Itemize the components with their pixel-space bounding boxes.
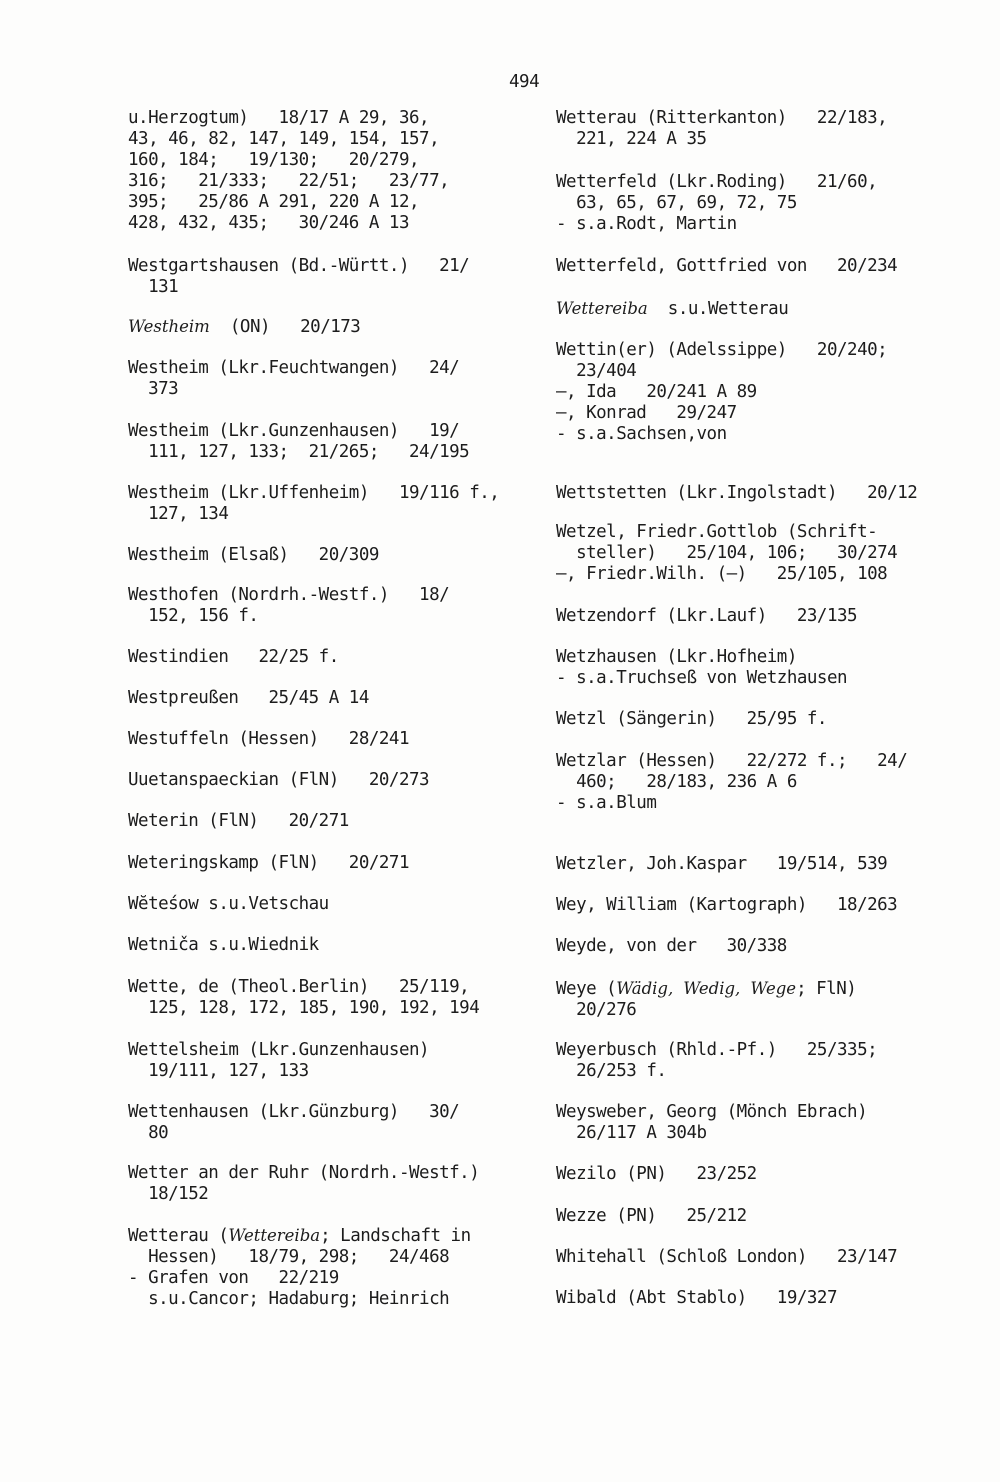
index-entry-line: Westpreußen 25/45 A 14 — [128, 688, 369, 708]
index-entry-line: Wetzendorf (Lkr.Lauf) 23/135 — [556, 606, 858, 626]
index-entry-line: Westhofen (Nordrh.-Westf.) 18/ — [128, 585, 450, 605]
index-entry-line: —, Konrad 29/247 — [556, 403, 737, 423]
index-entry — [556, 647, 847, 689]
index-entry — [128, 977, 479, 1019]
index-entry-line: 43, 46, 82, 147, 149, 154, 157, — [128, 129, 440, 149]
index-entry — [128, 358, 459, 400]
index-entry-line: 131 — [128, 277, 179, 297]
index-entry — [128, 729, 409, 750]
index-entry-line: 26/117 A 304b — [556, 1123, 707, 1143]
index-entry-line: Weterin (FlN) 20/271 — [128, 811, 349, 831]
index-entry-line: Weye (Wädig, Wedig, Wege; FlN) — [556, 979, 857, 999]
index-entry — [128, 811, 349, 832]
index-entry — [556, 978, 856, 1021]
index-entry-line: - s.a.Sachsen,von — [556, 424, 727, 444]
index-entry-line: - s.a.Rodt, Martin — [556, 214, 737, 234]
index-entry-line: 23/404 — [556, 361, 637, 381]
index-entry-line: Wetterau (Wettereiba; Landschaft in — [128, 1226, 471, 1246]
page-number: 494 — [509, 72, 540, 92]
index-entry — [128, 935, 319, 956]
index-entry-line: 19/111, 127, 133 — [128, 1061, 309, 1081]
index-entry-line: Uuetanspaeckian (FlN) 20/273 — [128, 770, 430, 790]
index-entry-line: Wetniča s.u.Wiednik — [128, 935, 319, 955]
index-entry — [556, 256, 897, 277]
index-entry — [128, 316, 360, 338]
index-entry-line: Wetterfeld (Lkr.Roding) 21/60, — [556, 172, 878, 192]
index-entry-line: 428, 432, 435; 30/246 A 13 — [128, 213, 410, 233]
index-entry-line: 20/276 — [556, 1000, 637, 1020]
index-entry — [128, 1102, 459, 1144]
index-entry — [128, 585, 449, 627]
index-entry-line: Whitehall (Schloß London) 23/147 — [556, 1247, 898, 1267]
index-entry — [128, 256, 469, 298]
index-entry — [556, 108, 887, 150]
index-entry-line: Westheim (Lkr.Gunzenhausen) 19/ — [128, 421, 460, 441]
index-entry-line: 160, 184; 19/130; 20/279, — [128, 150, 420, 170]
index-entry-line: Wibald (Abt Stablo) 19/327 — [556, 1288, 838, 1308]
index-entry-line: Wetterfeld, Gottfried von 20/234 — [556, 256, 898, 276]
index-entry-line: 26/253 f. — [556, 1061, 667, 1081]
index-entry-line: 152, 156 f. — [128, 606, 259, 626]
index-entry-line: Wetzhausen (Lkr.Hofheim) — [556, 647, 797, 667]
index-entry-line: Wey, William (Kartograph) 18/263 — [556, 895, 898, 915]
index-entry-line: s.u.Cancor; Hadaburg; Heinrich — [128, 1289, 450, 1309]
index-entry — [556, 340, 887, 445]
index-entry-line: 111, 127, 133; 21/265; 24/195 — [128, 442, 470, 462]
index-entry-line: Wezze (PN) 25/212 — [556, 1206, 747, 1226]
index-entry-line: —, Friedr.Wilh. (—) 25/105, 108 — [556, 564, 888, 584]
index-entry-line: Wette, de (Theol.Berlin) 25/119, — [128, 977, 470, 997]
index-entry — [128, 421, 469, 463]
index-entry — [128, 1163, 479, 1205]
index-entry-line: —, Ida 20/241 A 89 — [556, 382, 757, 402]
index-entry-line: Wettelsheim (Lkr.Gunzenhausen) — [128, 1040, 430, 1060]
index-entry — [556, 1164, 757, 1185]
index-entry — [128, 108, 449, 234]
index-entry — [556, 1247, 897, 1268]
index-entry-line: Weteringskamp (FlN) 20/271 — [128, 853, 410, 873]
index-entry — [128, 545, 379, 566]
index-entry — [128, 483, 499, 525]
index-entry-line: - s.a.Blum — [556, 793, 657, 813]
index-entry-line: 80 — [128, 1123, 169, 1143]
index-entry-line: 221, 224 A 35 — [556, 129, 707, 149]
index-entry-line: Westuffeln (Hessen) 28/241 — [128, 729, 410, 749]
index-entry-line: 316; 21/333; 22/51; 23/77, — [128, 171, 450, 191]
index-entry-line: Hessen) 18/79, 298; 24/468 — [128, 1247, 450, 1267]
index-entry-line: Wezilo (PN) 23/252 — [556, 1164, 757, 1184]
index-entry-line: 460; 28/183, 236 A 6 — [556, 772, 797, 792]
index-entry-line: 18/152 — [128, 1184, 209, 1204]
index-entry — [128, 770, 429, 791]
index-entry — [128, 1040, 429, 1082]
index-entry-line: Wetter an der Ruhr (Nordrh.-Westf.) — [128, 1163, 480, 1183]
index-entry-line: Wettstetten (Lkr.Ingolstadt) 20/12 — [556, 483, 918, 503]
index-entry-line: Wettin(er) (Adelssippe) 20/240; — [556, 340, 888, 360]
index-entry-line: 373 — [128, 379, 179, 399]
index-entry — [556, 522, 897, 585]
index-entry-line: Wetzlar (Hessen) 22/272 f.; 24/ — [556, 751, 908, 771]
index-entry-line: Westheim (ON) 20/173 — [128, 317, 361, 337]
index-entry — [556, 936, 787, 957]
index-entry-line: Wetterau (Ritterkanton) 22/183, — [556, 108, 888, 128]
index-entry-line: Wetzel, Friedr.Gottlob (Schrift- — [556, 522, 878, 542]
index-entry — [556, 854, 887, 875]
index-entry — [128, 688, 369, 709]
index-entry-line: - s.a.Truchseß von Wetzhausen — [556, 668, 848, 688]
index-entry-line: 125, 128, 172, 185, 190, 192, 194 — [128, 998, 480, 1018]
index-entry — [128, 1225, 471, 1310]
index-entry-line: 63, 65, 67, 69, 72, 75 — [556, 193, 797, 213]
index-entry — [556, 1206, 747, 1227]
index-entry-line: 127, 134 — [128, 504, 229, 524]
index-entry — [556, 1040, 877, 1082]
index-entry-line: Westheim (Elsaß) 20/309 — [128, 545, 379, 565]
index-entry-line: Wĕteśow s.u.Vetschau — [128, 894, 329, 914]
index-entry-line: Wettenhausen (Lkr.Günzburg) 30/ — [128, 1102, 460, 1122]
index-entry — [556, 606, 857, 627]
index-entry — [556, 1102, 867, 1144]
index-entry — [128, 894, 329, 915]
index-entry-line: Wettereiba s.u.Wetterau — [556, 299, 789, 319]
index-entry — [128, 647, 339, 668]
index-entry-line: Weyde, von der 30/338 — [556, 936, 787, 956]
index-entry-line: Weysweber, Georg (Mönch Ebrach) — [556, 1102, 868, 1122]
index-entry — [556, 1288, 837, 1309]
index-entry-line: Westheim (Lkr.Uffenheim) 19/116 f., — [128, 483, 500, 503]
index-entry — [556, 298, 788, 320]
index-entry — [556, 751, 907, 814]
index-entry-line: Westheim (Lkr.Feuchtwangen) 24/ — [128, 358, 460, 378]
index-entry — [556, 172, 877, 235]
index-entry — [556, 709, 827, 730]
index-entry-line: Westindien 22/25 f. — [128, 647, 339, 667]
index-entry — [556, 895, 897, 916]
index-entry-line: 395; 25/86 A 291, 220 A 12, — [128, 192, 420, 212]
index-entry-line: Wetzler, Joh.Kaspar 19/514, 539 — [556, 854, 888, 874]
index-entry — [128, 853, 409, 874]
index-entry-line: u.Herzogtum) 18/17 A 29, 36, — [128, 108, 430, 128]
index-entry-line: - Grafen von 22/219 — [128, 1268, 339, 1288]
index-entry-line: steller) 25/104, 106; 30/274 — [556, 543, 898, 563]
index-entry-line: Wetzl (Sängerin) 25/95 f. — [556, 709, 827, 729]
index-entry-line: Westgartshausen (Bd.-Württ.) 21/ — [128, 256, 470, 276]
index-entry-line: Weyerbusch (Rhld.-Pf.) 25/335; — [556, 1040, 878, 1060]
index-entry — [556, 483, 917, 504]
